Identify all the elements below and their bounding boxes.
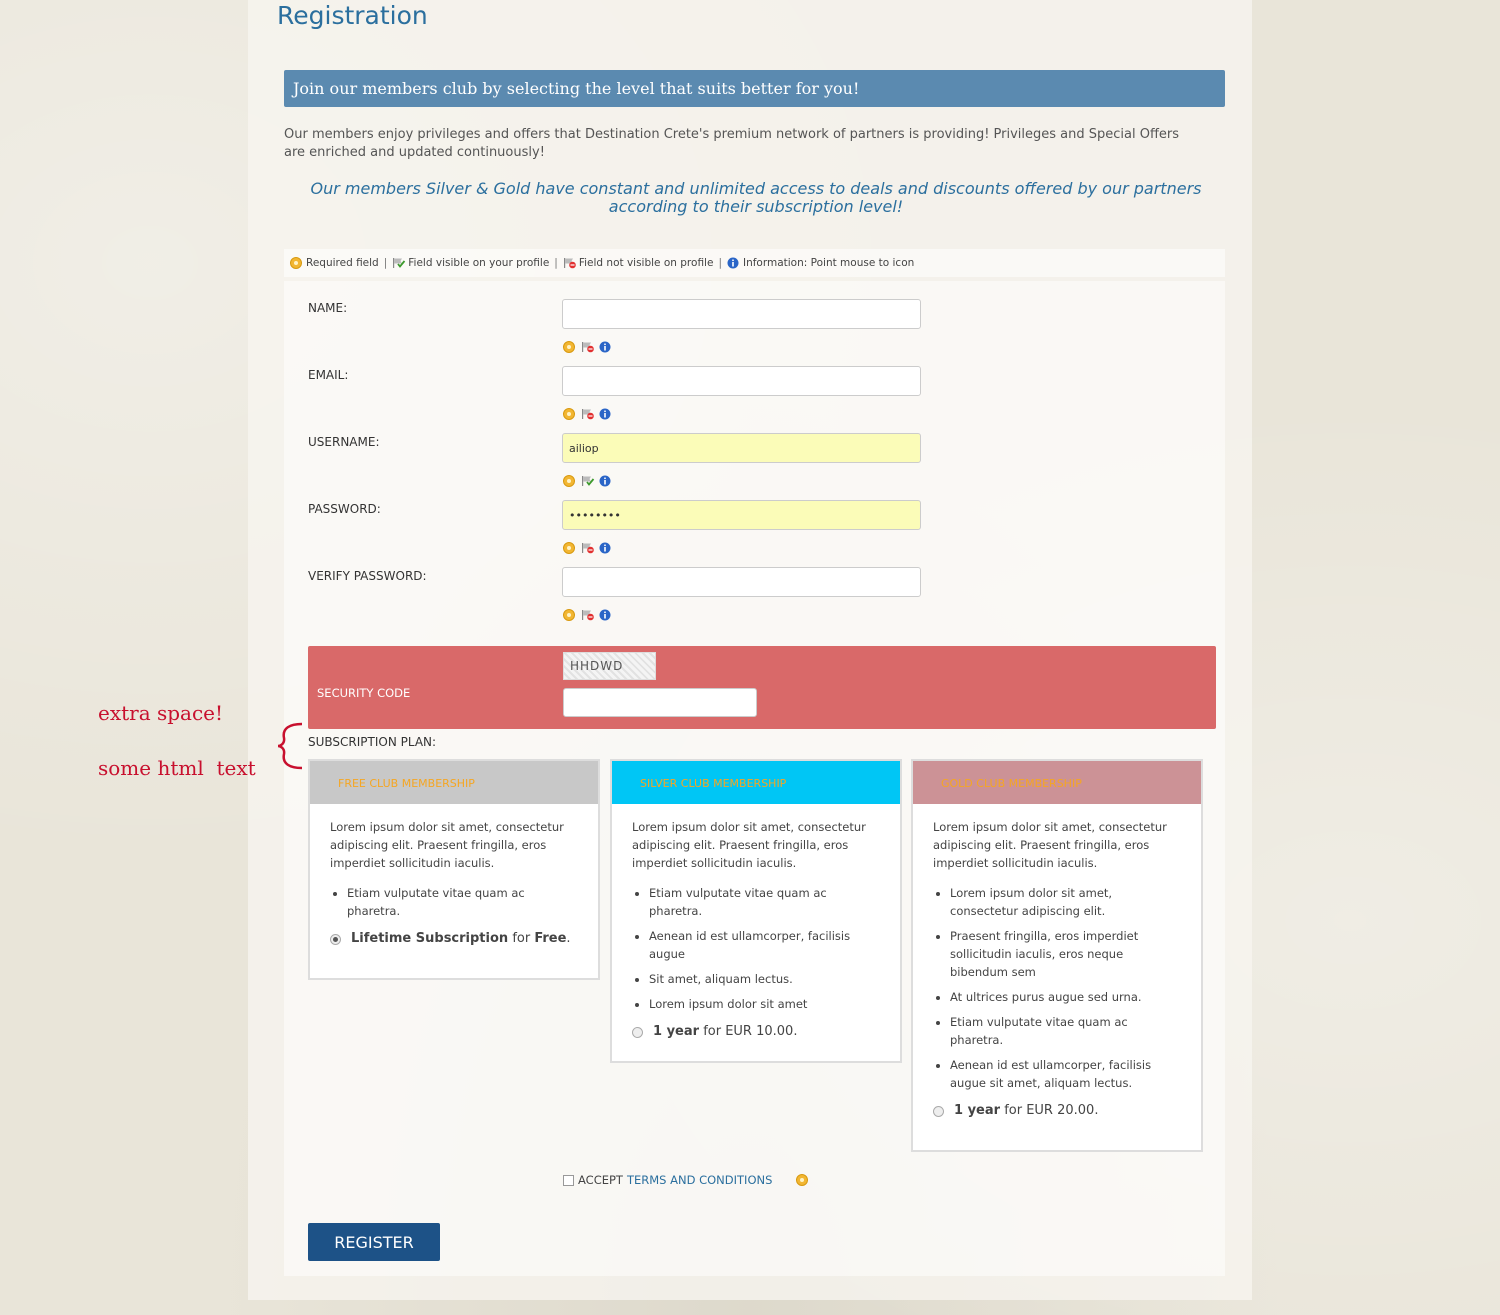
plan-silver [610,759,902,1063]
hidden-flag-icon [563,257,575,269]
legend-not-visible [563,257,714,269]
annotation-html-text: some html text [98,756,256,780]
plan-feature: • At ultrices purus augue sed urna. [950,988,1181,1006]
plan-free-description: Lorem ipsum dolor sit amet, consectetur adipiscing elit. Praesent fringilla, eros imperdiet sollicitudin iaculis. [330,820,564,870]
name-input[interactable] [562,299,921,329]
email-label: EMAIL: [308,368,349,382]
plan-gold-features [933,884,1181,1092]
required-icon [563,609,575,621]
username-input[interactable] [562,433,921,463]
accept-terms-checkbox[interactable] [563,1175,574,1186]
visible-flag-icon [392,257,404,269]
join-banner: Join our members club by selecting the level that suits better for you! [284,70,1225,107]
legend-divider: | [383,257,388,269]
info-icon[interactable] [599,542,611,554]
plan-feature: • Sit amet, aliquam lectus. [649,970,880,988]
name-field-icons [563,341,611,353]
plan-feature: • Praesent fringilla, eros imperdiet sollicitudin iaculis, eros neque bibendum sem [950,927,1181,981]
visible-flag-icon [581,475,593,487]
plan-feature: • Aenean id est ullamcorper, facilisis augue [649,927,880,963]
plan-silver-price: 1 year for EUR 10.00. [653,1024,798,1039]
page-title: Registration [277,1,428,30]
info-icon[interactable] [599,341,611,353]
subscription-plan-label: SUBSCRIPTION PLAN: [308,735,437,749]
plan-free-option[interactable] [330,930,578,948]
plan-silver-option[interactable] [632,1023,880,1041]
plan-silver-header: SILVER CLUB MEMBERSHIP [612,761,900,804]
plan-feature: • Etiam vulputate vitae quam ac pharetra. [950,1013,1181,1049]
verify-password-input[interactable] [562,567,921,597]
legend-visible [392,257,549,269]
name-label: NAME: [308,301,348,315]
plan-feature: • Etiam vulputate vitae quam ac pharetra. [649,884,880,920]
plan-free-price: Lifetime Subscription for Free. [351,931,571,946]
legend-not-visible-label: Field not visible on profile [578,257,714,269]
plan-gold-price: 1 year for EUR 20.00. [954,1103,1099,1118]
highlight-text: Our members Silver & Gold have constant and unlimited access to deals and discounts offered by our partners according to their subscription level! [310,179,1202,216]
hidden-flag-icon [581,609,593,621]
password-label: PASSWORD: [308,502,381,516]
required-icon [290,257,302,269]
legend-bar [284,249,1225,277]
plan-gold-option[interactable] [933,1102,1181,1120]
required-icon [563,341,575,353]
plan-feature: • Lorem ipsum dolor sit amet, consectetur adipiscing elit. [950,884,1181,920]
plan-feature: • Lorem ipsum dolor sit amet [649,995,880,1013]
email-field-icons [563,408,611,420]
intro-text: Our members enjoy privileges and offers that Destination Crete's premium network of partners is providing! Privileges and Special Offers are enriched and updated continuously! [284,127,1180,160]
plan-silver-radio[interactable] [632,1027,643,1038]
info-icon[interactable] [599,475,611,487]
accept-label: ACCEPT [578,1173,623,1187]
plan-gold-description: Lorem ipsum dolor sit amet, consectetur adipiscing elit. Praesent fringilla, eros imperdiet sollicitudin iaculis. [933,820,1167,870]
hidden-flag-icon [581,341,593,353]
username-label: USERNAME: [308,435,380,449]
required-icon [563,475,575,487]
plan-silver-features [632,884,880,1013]
captcha-image: HHDWD [563,652,656,680]
legend-divider: | [554,257,558,269]
register-button[interactable]: REGISTER [308,1223,440,1261]
password-input[interactable] [562,500,921,530]
terms-link[interactable]: TERMS AND CONDITIONS [626,1173,773,1187]
plan-free-features [330,884,578,920]
verify-password-field-icons [563,609,611,621]
legend-required [290,257,379,269]
required-icon [563,542,575,554]
security-code-label: SECURITY CODE [317,686,411,700]
plan-gold [911,759,1203,1152]
plan-gold-radio[interactable] [933,1106,944,1117]
required-icon [563,408,575,420]
plan-feature: • Aenean id est ullamcorper, facilisis augue sit amet, aliquam lectus. [950,1056,1181,1092]
legend-info [727,257,914,269]
plan-free-radio[interactable] [330,934,341,945]
legend-required-label: Required field [306,257,379,269]
legend-visible-label: Field visible on your profile [408,257,550,269]
plan-silver-description: Lorem ipsum dolor sit amet, consectetur adipiscing elit. Praesent fringilla, eros imperdiet sollicitudin iaculis. [632,820,866,870]
plan-feature: • Etiam vulputate vitae quam ac pharetra. [347,884,578,920]
security-code-section [308,646,1216,729]
username-field-icons [563,475,611,487]
annotation-extra-space: extra space! [98,701,224,725]
verify-password-label: VERIFY PASSWORD: [308,569,427,583]
plan-free [308,759,600,980]
required-icon [796,1174,808,1186]
info-icon[interactable] [599,609,611,621]
hidden-flag-icon [581,408,593,420]
password-field-icons [563,542,611,554]
plan-free-header: FREE CLUB MEMBERSHIP [310,761,598,804]
info-icon [727,257,739,269]
hidden-flag-icon [581,542,593,554]
plan-gold-header: GOLD CLUB MEMBERSHIP [913,761,1201,804]
terms-row [563,1173,808,1187]
annotation-brace-icon [276,720,306,772]
security-code-input[interactable] [563,688,757,717]
legend-divider: | [718,257,722,269]
email-input[interactable] [562,366,921,396]
info-icon[interactable] [599,408,611,420]
legend-info-label: Information: Point mouse to icon [742,257,915,269]
